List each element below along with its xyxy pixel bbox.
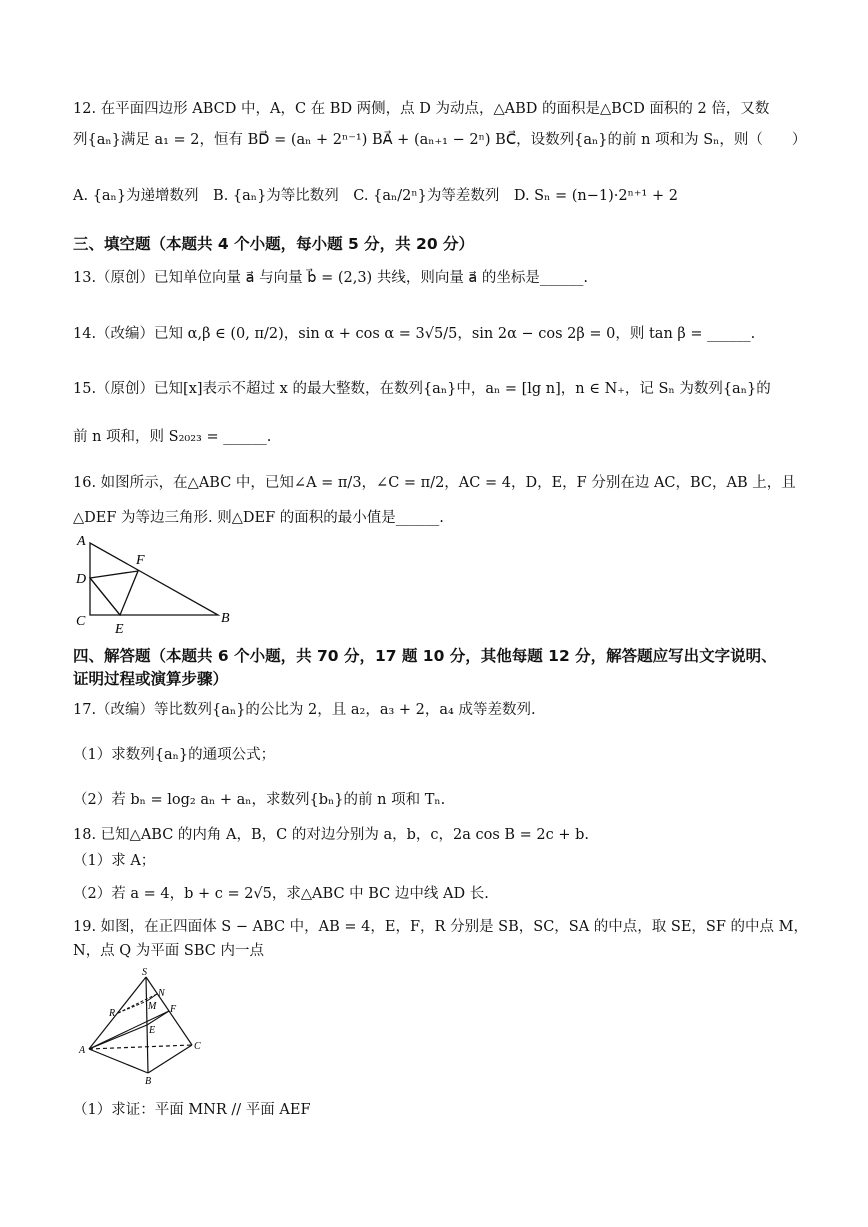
- q12-options: A. {aₙ}为递增数列 B. {aₙ}为等比数列 C. {aₙ/2ⁿ}为等差数列 D. Sₙ = (n−1)·2ⁿ⁺¹ + 2: [73, 188, 678, 204]
- segment-ef: [147, 1011, 169, 1025]
- section4-heading-line2: 证明过程或演算步骤）: [73, 670, 229, 688]
- edge-bc: [148, 1045, 192, 1073]
- label-m: M: [148, 1001, 157, 1012]
- q12-line1: 12. 在平面四边形 ABCD 中，A，C 在 BD 两侧，点 D 为动点，△ABD 的面积是△BCD 面积的 2 倍，又数: [73, 101, 770, 117]
- q19-line2: N，点 Q 为平面 SBC 内一点: [73, 943, 264, 959]
- section3-heading: 三、填空题（本题共 4 个小题，每小题 5 分，共 20 分）: [73, 235, 475, 253]
- label-s: S: [142, 967, 147, 978]
- tetrahedron-figure: [72, 965, 212, 1090]
- section4-heading-line1: 四、解答题（本题共 6 个小题，共 70 分，17 题 10 分，其他每题 12 分，解答题应写出文字说明、: [73, 647, 777, 665]
- label-a: A: [77, 534, 86, 549]
- label-n: N: [158, 988, 165, 999]
- q12-line2: 列{aₙ}满足 a₁ = 2，恒有 BD⃗ = (aₙ + 2ⁿ⁻¹) BA⃗ + (aₙ₊₁ − 2ⁿ) BC⃗，设数列{aₙ}的前 n 项和为 Sₙ，则（ ）: [73, 132, 807, 148]
- segment-mn: [147, 994, 157, 1001]
- label-c: C: [76, 614, 86, 629]
- segment-af: [89, 1011, 169, 1049]
- triangle-abc-figure: [70, 533, 240, 638]
- label-f: F: [170, 1004, 177, 1015]
- q18-part2: （2）若 a = 4，b + c = 2√5，求△ABC 中 BC 边中线 AD 长.: [73, 886, 489, 902]
- q17-part1: （1）求数列{aₙ}的通项公式；: [73, 747, 276, 763]
- q14-text: 14.（改编）已知 α,β ∈ (0, π/2)，sin α + cos α = 3√5/5，sin 2α − cos 2β = 0，则 tan β = ______.: [73, 326, 756, 342]
- edge-ac: [89, 1045, 192, 1049]
- label-e: E: [115, 622, 124, 637]
- label-c: C: [194, 1041, 201, 1052]
- q16-line2: △DEF 为等边三角形. 则△DEF 的面积的最小值是______.: [73, 510, 444, 526]
- q13-text: 13.（原创）已知单位向量 a⃗ 与向量 b⃗ = (2,3) 共线，则向量 a⃗ 的坐标是______.: [73, 270, 589, 286]
- q17-part2: （2）若 bₙ = log₂ aₙ + aₙ，求数列{bₙ}的前 n 项和 Tₙ.: [73, 792, 446, 808]
- edge-ab: [89, 1049, 148, 1073]
- edge-sa: [89, 977, 146, 1049]
- label-r: R: [109, 1008, 116, 1019]
- label-a: A: [79, 1045, 86, 1056]
- q16-line1: 16. 如图所示，在△ABC 中，已知∠A = π/3，∠C = π/2，AC = 4，D，E，F 分别在边 AC，BC，AB 上，且: [73, 475, 796, 491]
- q19-part1: （1）求证：平面 MNR // 平面 AEF: [73, 1102, 311, 1118]
- q18-part1: （1）求 A；: [73, 853, 156, 869]
- triangle-abc: [90, 543, 218, 615]
- q15-line1: 15.（原创）已知[x]表示不超过 x 的最大整数，在数列{aₙ}中，aₙ = [lg n]，n ∈ N₊，记 Sₙ 为数列{aₙ}的: [73, 381, 771, 397]
- q18-stem: 18. 已知△ABC 的内角 A，B，C 的对边分别为 a，b，c，2a cos B = 2c + b.: [73, 827, 590, 843]
- q17-stem: 17.（改编）等比数列{aₙ}的公比为 2，且 a₂，a₃ + 2，a₄ 成等差数列.: [73, 702, 536, 718]
- label-f: F: [136, 553, 145, 568]
- segment-de: [90, 578, 120, 615]
- label-e: E: [149, 1025, 156, 1036]
- label-d: D: [76, 572, 87, 587]
- q19-line1: 19. 如图，在正四面体 S − ABC 中，AB = 4，E，F，R 分别是 SB，SC，SA 的中点，取 SE，SF 的中点 M，: [73, 919, 808, 935]
- q15-line2: 前 n 项和，则 S₂₀₂₃ = ______.: [73, 429, 272, 445]
- label-b: B: [221, 611, 230, 626]
- label-b: B: [145, 1076, 152, 1087]
